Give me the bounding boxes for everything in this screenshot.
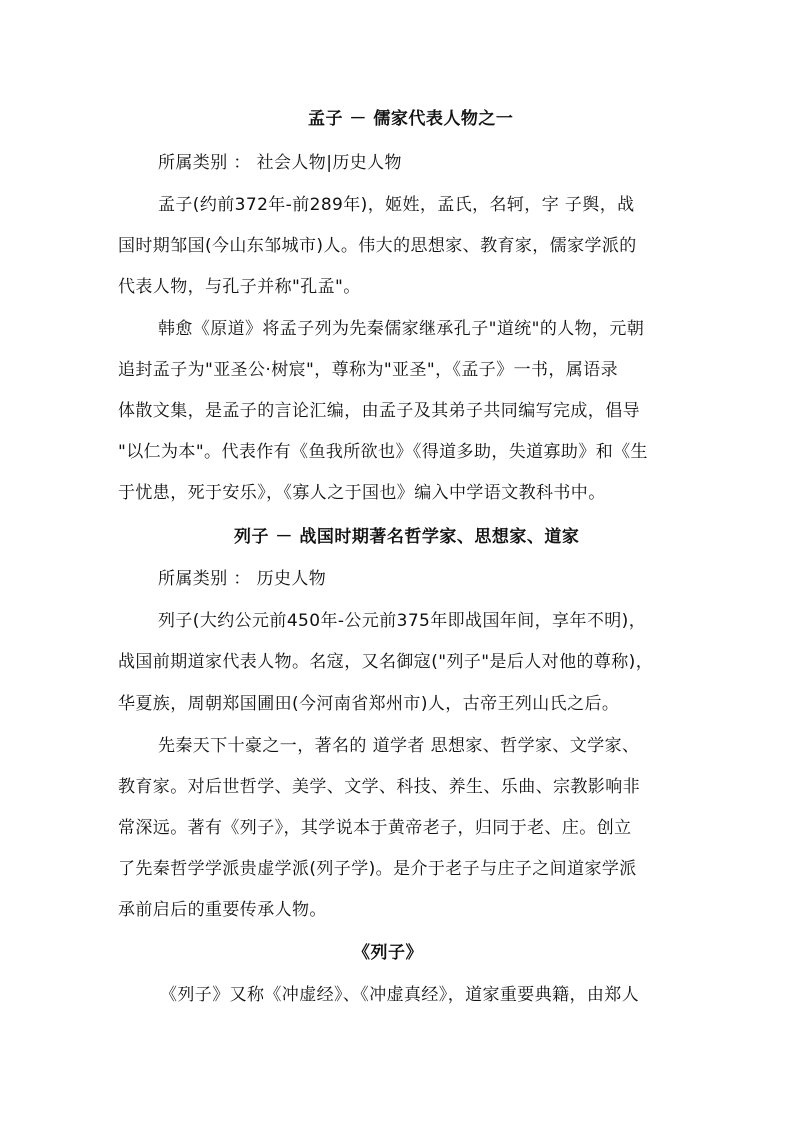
paragraph-line: 孟子(约前372年-前289年)，姬姓，孟氏，名轲，字 子舆，战: [158, 195, 635, 215]
paragraph-line: 了先秦哲学学派贵虚学派(列子学)。是介于老子与庄子之间道家学派: [118, 859, 637, 879]
paragraph-line: 《列子》又称《冲虚经》、《冲虚真经》，道家重要典籍，由郑人: [160, 985, 640, 1005]
category-line-liezi: 所属类别 ： 历史人物: [158, 569, 327, 589]
paragraph-line: 于忧患，死于安乐》，《寡人之于国也》编入中学语文教科书中。: [118, 483, 606, 503]
paragraph-line: 教育家。对后世哲学、美学、文学、科技、养生、乐曲、宗教影响非: [118, 777, 640, 797]
section-title-mencius: 孟子 － 儒家代表人物之一: [308, 109, 514, 129]
paragraph-line: 国时期邹国(今山东邹城市)人。伟大的思想家、教育家，儒家学派的: [118, 236, 637, 256]
paragraph-line: 常深远。著有《列子》，其学说本于黄帝老子，归同于老、庄。创立: [118, 818, 632, 838]
paragraph-line: "以仁为本"。代表作有《鱼我所欲也》《得道多助，失道寡助》和《生: [118, 442, 648, 462]
section-title-liezi: 列子 － 战国时期著名哲学家、思想家、道家: [234, 527, 580, 547]
paragraph-line: 先秦天下十豪之一，著名的 道学者 思想家、哲学家、文学家、: [158, 736, 640, 756]
paragraph-line: 韩愈《原道》将孟子列为先秦儒家继承孔子"道统"的人物，元朝: [158, 319, 645, 339]
paragraph-line: 承前启后的重要传承人物。: [118, 900, 327, 920]
paragraph-line: 列子(大约公元前450年-公元前375年即战国年间，享年不明)，: [158, 611, 647, 631]
paragraph-line: 追封孟子为"亚圣公·树宸"，尊称为"亚圣"，《孟子》一书，属语录: [118, 360, 618, 380]
paragraph-line: 华夏族，周朝郑国圃田(今河南省郑州市)人，古帝王列山氏之后。: [118, 694, 620, 714]
paragraph-line: 战国前期道家代表人物。名寇，又名御寇("列子"是后人对他的尊称)，: [118, 652, 654, 672]
paragraph-line: 代表人物，与孔子并称"孔孟"。: [118, 277, 361, 297]
category-line-mencius: 所属类别 ： 社会人物|历史人物: [158, 153, 402, 173]
paragraph-line: 体散文集，是孟子的言论汇编，由孟子及其弟子共同编写完成，倡导: [118, 401, 640, 421]
section-title-liezi-book: 《列子》: [353, 943, 423, 963]
